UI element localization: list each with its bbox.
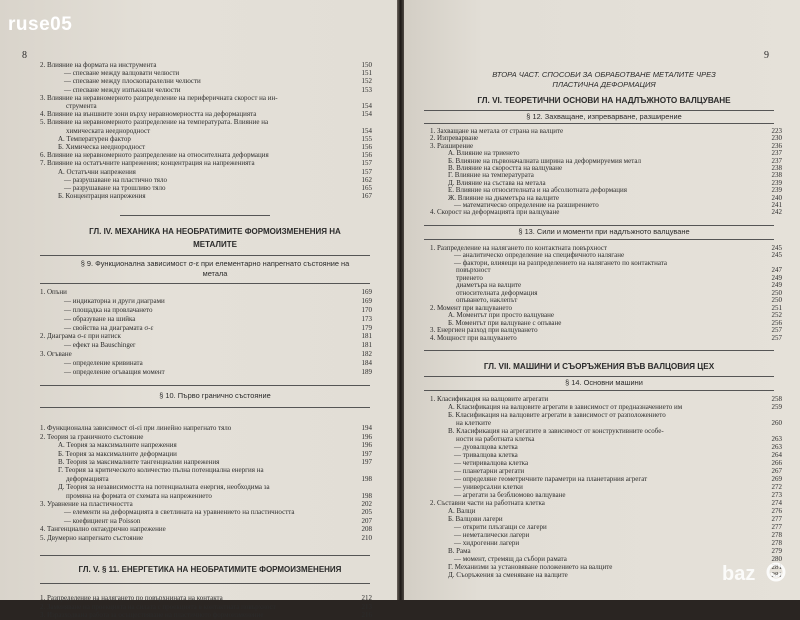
toc-right-page: 272 <box>771 483 782 492</box>
toc-left-row <box>64 307 372 315</box>
toc-left-page: 184 <box>361 358 372 367</box>
toc-left-page: 205 <box>361 508 372 517</box>
toc-left-row <box>40 612 372 620</box>
toc-left-title: 3. Уравнение на пластичността <box>40 500 133 508</box>
toc-left-page: 152 <box>361 77 372 86</box>
section-heading-12: § 12. Захващане, изпреварване, разширение <box>526 112 682 121</box>
toc-left-row <box>64 87 372 95</box>
section-rule <box>40 407 370 408</box>
toc-left-row <box>40 501 372 509</box>
section-rule <box>424 376 774 377</box>
toc-right-row <box>430 209 782 217</box>
toc-left-row <box>64 360 372 368</box>
toc-right-page: 245 <box>771 243 782 252</box>
toc-right-title: на клетките <box>456 419 491 428</box>
toc-right-page: 237 <box>771 149 782 158</box>
toc-left-title: Б. Химическа нееднородност <box>58 143 146 151</box>
toc-right-title: Б. Валцови лагери <box>448 515 503 524</box>
toc-right-page: 277 <box>771 515 782 524</box>
toc-left-title: — спесване между плоскопаралелни челюсти <box>64 77 201 86</box>
toc-left-title: Д. Теория за независимостта на потенциалната енергия, необходима за <box>58 483 270 492</box>
toc-left-title: Б. Теория за максималните деформации <box>58 449 177 458</box>
toc-right-title: 1. Разпределение на налягането по контактната повърхност <box>430 243 608 252</box>
toc-right-row <box>430 128 782 136</box>
toc-right-title: 2. Изпреварване <box>430 134 479 143</box>
toc-right-page: 249 <box>771 281 782 290</box>
chapter-heading-6: ГЛ. VI. ТЕОРЕТИЧНИ ОСНОВИ НА НАДЛЪЖНОТО ВАЛЦУВАНЕ <box>477 96 731 105</box>
toc-left-title: Б. Концентрация напрежения <box>58 192 146 201</box>
toc-right-title: Б. Класификация на валцовите агрегати в зависимост от разположението <box>448 411 666 420</box>
toc-right-title: 2. Момент при валцуването <box>430 303 513 312</box>
toc-left-page: 212 <box>361 594 372 602</box>
toc-left-page: 196 <box>361 432 372 441</box>
toc-left-page: 198 <box>361 491 372 500</box>
page-number-right: 9 <box>764 50 769 61</box>
toc-left-page: 196 <box>361 441 372 450</box>
toc-left-page: 167 <box>361 192 372 201</box>
section-rule <box>424 225 774 226</box>
toc-right-page: 274 <box>771 499 782 508</box>
section-rule <box>424 110 774 111</box>
toc-right-title: Б. Влияние на първоначалната ширина на деформируемия метал <box>448 156 642 165</box>
toc-left-row <box>58 467 372 475</box>
toc-left-page: 202 <box>361 500 372 508</box>
toc-right-row <box>448 412 782 420</box>
toc-left-title: 5. Двумерно напрегнато състояние <box>40 533 144 542</box>
toc-left-page: 216 <box>361 611 372 620</box>
section-rule <box>424 390 774 391</box>
toc-left-page: 154 <box>361 110 372 119</box>
toc-left-row <box>58 442 372 450</box>
toc-right-row <box>456 267 782 275</box>
toc-left-page: 157 <box>361 167 372 176</box>
section-rule <box>424 239 774 240</box>
toc-left-row <box>66 476 372 484</box>
toc-right-title: Ж. Влияние на диаметъра на валците <box>448 193 559 202</box>
toc-right-page: 267 <box>771 467 782 476</box>
toc-left-row <box>40 434 372 442</box>
toc-left-title: — елементи на деформацията в светлината на уравнението на пластичността <box>64 508 295 517</box>
toc-left-title: струмента <box>66 102 97 110</box>
toc-right-title: Е. Влияние на относителната и на абсолютната деформация <box>448 186 627 195</box>
toc-right-title: — четиривалцова клетка <box>454 459 529 468</box>
toc-left-row <box>40 595 372 603</box>
section-rule <box>40 555 370 556</box>
toc-left-row <box>58 169 372 177</box>
toc-right-page: 251 <box>771 303 782 312</box>
toc-left-row <box>64 342 372 350</box>
toc-left-row <box>40 526 372 534</box>
toc-right-page: 259 <box>771 403 782 412</box>
toc-left-page: 150 <box>361 61 372 69</box>
toc-right-title: относителната деформация <box>456 288 538 297</box>
toc-right-page: 241 <box>771 201 782 209</box>
toc-left-page: 156 <box>361 143 372 151</box>
toc-right-title: — математическо определение на разширението <box>454 201 599 209</box>
toc-left-title: 2. Влияние на формата на инструмента <box>40 61 157 69</box>
toc-right-page: 263 <box>771 443 782 452</box>
toc-right-page: 250 <box>771 288 782 297</box>
toc-left-title: А. Теория за максималните напрежения <box>58 441 177 450</box>
toc-left-row <box>40 351 372 359</box>
toc-right-title: — фактори, влияещи на разпределението на налягането по контактната <box>454 258 668 267</box>
toc-right-title: Д. Влияние на състава на метала <box>448 178 546 187</box>
toc-left-page: 170 <box>361 306 372 314</box>
toc-left-page: 162 <box>361 175 372 184</box>
chapter-heading-7: ГЛ. VII. МАШИНИ И СЪОРЪЖЕНИЯ ВЪВ ВАЛЦОВИЯ ЦЕХ <box>483 362 715 372</box>
toc-right-page: 239 <box>771 186 782 195</box>
toc-right-title: триенето <box>456 273 483 282</box>
section-heading-9: § 9. Функционална зависимост σ-ε при елементарно напрегнато състояние на метала <box>80 259 350 279</box>
toc-right-page: 247 <box>771 266 782 275</box>
toc-right-page: 230 <box>771 134 782 143</box>
toc-left-row <box>40 535 372 543</box>
toc-right-page: 245 <box>771 251 782 260</box>
section-rule <box>40 583 370 584</box>
toc-left-page: 207 <box>361 516 372 525</box>
toc-left-row <box>40 425 372 433</box>
svg-text:baz: baz <box>722 563 756 585</box>
toc-right-page: 252 <box>771 311 782 320</box>
toc-right-page: 278 <box>771 539 782 548</box>
toc-left-title: Г. Теория за критическото количество пълна потенциална енергия на <box>58 466 264 475</box>
toc-right-title: 4. Скорост на деформацията при валцуване <box>430 208 560 217</box>
toc-right-page: 240 <box>771 193 782 202</box>
section-rule <box>40 283 370 284</box>
toc-left-title: 1. Функционална зависимост σi-εi при линейно напрегнато тяло <box>40 424 232 433</box>
toc-right-title: 1. Захващане на метала от страна на валците <box>430 127 564 135</box>
bazar-logo-watermark <box>718 556 794 592</box>
toc-left-title: — образуване на шийка <box>64 314 136 323</box>
toc-right-page: 266 <box>771 459 782 468</box>
toc-right-title: Г. Механизми за установяване положението на валците <box>448 563 613 572</box>
toc-left-title: химическата нееднородност <box>66 126 151 135</box>
toc-left-title: — разрушаване на пластично тяло <box>64 175 168 184</box>
toc-right-row <box>454 260 782 268</box>
toc-right-title: Г. Влияние на температурата <box>448 171 534 180</box>
toc-right-page: 281 <box>771 563 782 572</box>
section-heading-10: § 10. Първо гранично състояние <box>159 391 271 401</box>
toc-right-page: 281 <box>771 571 782 580</box>
toc-right-title: — хидрогенни лагери <box>454 539 520 548</box>
toc-left-title: — определение кривината <box>64 358 143 367</box>
toc-left-page: 213 <box>361 602 372 611</box>
toc-left-row <box>40 119 372 127</box>
toc-right-title: — универсални клетки <box>454 483 523 492</box>
toc-left-title: — определение огъващия момент <box>64 367 165 376</box>
toc-left-title: 6. Влияние на неравномерното разпределение на относителната деформация <box>40 151 269 160</box>
toc-left-title: В. Теория за максималните тангенциални напрежения <box>58 458 220 466</box>
toc-right-page: 236 <box>771 141 782 150</box>
toc-right-page: 239 <box>771 178 782 187</box>
toc-left-title: 3. Огъване <box>40 350 72 358</box>
toc-right-title: — неметалически лагери <box>454 531 530 540</box>
section-heading-13: § 13. Сили и моменти при надлъжното валцуване <box>518 226 690 236</box>
toc-right-title: повърхност <box>456 266 491 275</box>
toc-right-row <box>454 540 782 548</box>
book-spine-gutter <box>397 0 404 600</box>
toc-left-page: 210 <box>361 533 372 542</box>
toc-left-page: 153 <box>361 85 372 94</box>
toc-left-page: 181 <box>361 332 372 341</box>
toc-left-row <box>64 298 372 306</box>
toc-left-row <box>64 325 372 333</box>
toc-right-page: 237 <box>771 156 782 165</box>
toc-left-page: 179 <box>361 323 372 332</box>
toc-right-title: — открити плъзгащи се лагери <box>454 523 547 532</box>
toc-left-page: 194 <box>361 424 372 433</box>
toc-left-title: 2. Диаграма σ-ε при натиск <box>40 332 121 341</box>
toc-right-page: 278 <box>771 531 782 540</box>
toc-right-page: 257 <box>771 326 782 335</box>
toc-left-title: 4. Влияние на външните зони върху неравномерността на деформацията <box>40 110 257 119</box>
toc-right-title: А. Класификация на валцовите агрегати в зависимост от предназначението им <box>448 403 683 412</box>
toc-right-page: 276 <box>771 507 782 516</box>
toc-right-title: — дуовалцова клетка <box>454 443 518 452</box>
section-rule <box>40 385 370 386</box>
toc-left-title: — индикаторна и други диаграми <box>64 297 165 306</box>
toc-left-title: — площадка на провлачането <box>64 306 153 314</box>
toc-left-page: 169 <box>361 288 372 297</box>
toc-left-page: 189 <box>361 367 372 376</box>
toc-left-row <box>40 604 372 612</box>
toc-left-row <box>58 193 372 201</box>
toc-right-title: А. Моментът при просто валцуване <box>448 311 555 320</box>
toc-left-title: — разрушаване на трошливо тяло <box>64 184 166 192</box>
toc-left-title: 5. Влияние на неравномерното разпределение на температурата. Влияние на <box>40 118 269 127</box>
section-heading-14: § 14. Основни машини <box>565 378 643 388</box>
toc-right-page: 257 <box>771 333 782 342</box>
toc-left-page: 169 <box>361 297 372 306</box>
section-rule <box>424 350 774 351</box>
toc-left-title: 7. Влияние на остатъчните напрежения; концентрация на напреженията <box>40 159 255 168</box>
toc-left-row <box>40 289 372 297</box>
toc-right-page: 280 <box>771 555 782 564</box>
toc-left-row <box>66 493 372 501</box>
toc-left-page: 151 <box>361 69 372 78</box>
toc-right-page: 264 <box>771 451 782 460</box>
toc-right-title: В. Класификация на агрегатите в зависимост от конструктивните особе- <box>448 427 664 436</box>
toc-left-title: деформацията <box>66 474 109 483</box>
toc-left-page: 182 <box>361 350 372 358</box>
toc-left-title: 2. Заменяване на проекцията на силата с проекцията в контактната повърхност <box>40 602 276 611</box>
watermark-text: ruse05 <box>8 14 73 35</box>
toc-left-row <box>66 128 372 136</box>
toc-left-title: — свойства на диаграмата σ-ε <box>64 323 154 332</box>
toc-right-title: Б. Моментът при валцуване с опъване <box>448 318 562 327</box>
toc-right-title: — планетарни агрегати <box>454 467 525 476</box>
toc-left-page: 198 <box>361 474 372 483</box>
toc-left-row <box>64 316 372 324</box>
toc-right-title: опъването, наклепът <box>456 296 518 305</box>
chapter-heading-4: ГЛ. IV. МЕХАНИКА НА НЕОБРАТИМИТЕ ФОРМОИЗМЕНЕНИЯ НА МЕТАЛИТЕ <box>89 227 341 250</box>
toc-left-page: 165 <box>361 184 372 192</box>
toc-left-title: промяна на формата от схемата на напрежението <box>66 491 212 500</box>
toc-right-title: 1. Класификация на валцовите агрегати <box>430 395 549 404</box>
toc-left-row <box>64 78 372 86</box>
toc-right-page: 258 <box>771 395 782 404</box>
toc-right-page: 238 <box>771 164 782 172</box>
toc-right-title: — момент, стремящ да събори рамата <box>454 555 567 564</box>
toc-left-row <box>64 509 372 517</box>
toc-left-page: 181 <box>361 341 372 350</box>
left-page <box>0 0 397 620</box>
toc-right-title: А. Влияние на триенето <box>448 149 520 158</box>
part-title: ВТОРА ЧАСТ. СПОСОБИ ЗА ОБРАБОТВАНЕ МЕТАЛИТЕ ЧРЕЗ ПЛАСТИЧНА ДЕФОРМАЦИЯ <box>492 70 716 89</box>
toc-left-page: 197 <box>361 458 372 466</box>
toc-left-title: — коефициент на Poisson <box>64 516 141 525</box>
toc-right-row <box>430 500 782 508</box>
toc-right-title: ности на работната клетка <box>456 435 535 444</box>
toc-right-page: 260 <box>771 419 782 428</box>
toc-left-page: 156 <box>361 151 372 160</box>
toc-right-row <box>430 135 782 143</box>
toc-left-page: 154 <box>361 126 372 135</box>
toc-left-title: 1. Опъни <box>40 288 67 297</box>
toc-left-page: 154 <box>361 102 372 110</box>
toc-right-page: 273 <box>771 491 782 500</box>
toc-right-title: 3. Енергиен разход при валцуването <box>430 326 538 335</box>
toc-right-page: 279 <box>771 547 782 556</box>
toc-right-title: 3. Разширение <box>430 141 474 150</box>
toc-right-row <box>430 335 782 343</box>
toc-right-title: — аналитическо определение на специфичното налягане <box>454 251 625 260</box>
toc-left-row <box>58 459 372 467</box>
toc-right-title: 4. Мощност при валцуването <box>430 333 517 342</box>
toc-left-title: — ефект на Bauschinger <box>64 341 136 350</box>
toc-left-title: 4. Тангенциално октаедрично напрежение <box>40 525 166 534</box>
toc-right-title: — агрегати за безблюмово валцуване <box>454 491 566 500</box>
toc-left-page: 155 <box>361 134 372 143</box>
toc-right-title: — тривалцова клетка <box>454 451 518 460</box>
chapter-heading-5: ГЛ. V. § 11. ЕНЕРГЕТИКА НА НЕОБРАТИМИТЕ ФОРМОИЗМЕНЕНИЯ <box>78 565 342 574</box>
toc-left-page: 173 <box>361 314 372 323</box>
toc-right-page: 242 <box>771 208 782 217</box>
toc-left-title: 3. Изразходвана работа за осъществяване на пластичното формоизменение <box>40 611 264 620</box>
toc-left-row <box>40 333 372 341</box>
toc-left-row <box>64 518 372 526</box>
toc-right-title: В. Рама <box>448 547 471 556</box>
toc-left-row <box>40 160 372 168</box>
toc-right-page: 249 <box>771 273 782 282</box>
toc-left-title: А. Остатъчни напрежения <box>58 167 136 176</box>
toc-right-title: 2. Съставни части на работната клетка <box>430 499 545 508</box>
toc-right-page: 277 <box>771 523 782 532</box>
toc-right-title: — определяне геометричните параметри на планетарния агрегат <box>454 475 648 484</box>
toc-left-page: 197 <box>361 449 372 458</box>
toc-right-page: 256 <box>771 318 782 327</box>
page-number-left: 8 <box>22 50 27 61</box>
toc-left-title: — спесване между валцовати челюсти <box>64 69 180 78</box>
toc-left-title: 1. Разпределение на налягането по повърхнината на контакта <box>40 594 223 602</box>
section-rule <box>424 123 774 124</box>
toc-left-page: 157 <box>361 159 372 168</box>
right-page <box>404 0 800 600</box>
toc-left-title: 2. Теория за граничното състояние <box>40 432 144 441</box>
toc-left-row <box>58 451 372 459</box>
toc-left-row <box>58 484 372 492</box>
toc-right-page: 263 <box>771 435 782 444</box>
toc-right-page: 269 <box>771 475 782 484</box>
toc-left-title: 3. Влияние на неравномерното разпределение на периферичната скорост на ин- <box>40 93 278 102</box>
toc-right-title: Д. Съоръжения за сменяване на валците <box>448 571 568 580</box>
toc-right-title: диаметъра на валците <box>456 281 522 290</box>
toc-right-page: 250 <box>771 296 782 305</box>
toc-right-title: А. Валци <box>448 507 476 516</box>
toc-right-title: В. Влияние на скоростта на валцуване <box>448 164 563 172</box>
toc-right-page: 223 <box>771 127 782 135</box>
toc-left-title: — спесване между изпъкнали челюсти <box>64 85 181 94</box>
toc-left-page: 208 <box>361 525 372 534</box>
toc-right-page: 238 <box>771 171 782 180</box>
section-rule <box>40 255 370 256</box>
section-rule <box>120 215 270 216</box>
toc-left-title: А. Температурен фактор <box>58 134 131 143</box>
toc-left-row <box>64 369 372 377</box>
